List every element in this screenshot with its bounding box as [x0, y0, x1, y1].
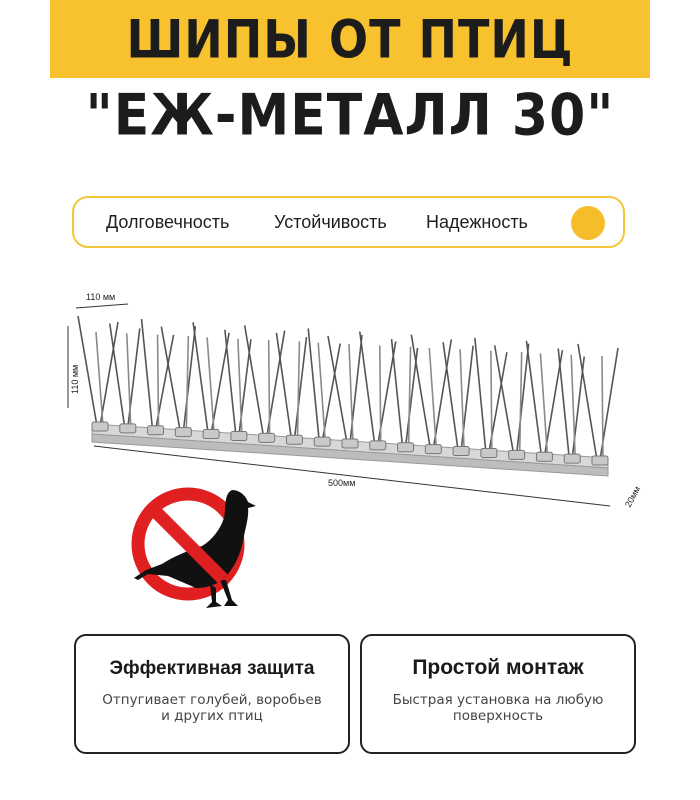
product-name: "ЕЖ-МЕТАЛЛ 30" [85, 83, 615, 149]
spike-clamp [231, 431, 247, 440]
spike [475, 338, 486, 453]
spike [491, 351, 492, 453]
spike-clamp [259, 433, 275, 442]
card-effective-protection [74, 634, 350, 754]
spike [245, 325, 264, 437]
spike-clamp [509, 450, 525, 459]
spike-clamp [536, 452, 552, 461]
spike [443, 342, 458, 450]
prohibition-sign [128, 484, 268, 612]
spike [380, 345, 381, 445]
spike [411, 335, 430, 449]
spike-clamp [175, 428, 191, 437]
spike [360, 332, 375, 445]
spike [517, 344, 529, 455]
spike-clamp [286, 435, 302, 444]
spike [409, 347, 411, 447]
dimension-width-label: 20мм [622, 484, 643, 509]
dimension-top-label: 110 мм [86, 292, 116, 302]
spike [186, 336, 188, 432]
card-text-line: Отпугивает голубей, воробьев [102, 692, 322, 708]
spike [96, 332, 103, 426]
spike-clamp [370, 441, 386, 450]
card-easy-install [360, 634, 636, 754]
spike [429, 348, 436, 449]
spike [571, 355, 575, 458]
spike-clamp [564, 454, 580, 463]
spike-clamp [425, 445, 441, 454]
spike-clamp [314, 437, 330, 446]
spike [207, 337, 214, 433]
spike-clamp [398, 443, 414, 452]
spike [602, 356, 603, 460]
feature-reliability: Надежность [426, 212, 528, 232]
banner-title: ШИПЫ ОТ ПТИЦ [126, 7, 574, 71]
feature-stability: Устойчивость [274, 212, 387, 232]
spike [308, 328, 319, 441]
spike-strip-illustration [60, 286, 650, 516]
title-banner [50, 0, 650, 78]
dimension-length-label: 500мм [328, 478, 356, 488]
dimension-line-top [76, 304, 128, 308]
spike [318, 343, 325, 441]
spike [276, 333, 291, 439]
spike-clamp [342, 439, 358, 448]
spike [78, 316, 97, 426]
card-title: Простой монтаж [412, 656, 584, 679]
card-text-line: Быстрая установка на любую [392, 692, 604, 708]
spike [238, 339, 242, 436]
feature-durability: Долговечность [106, 212, 230, 232]
spike [392, 339, 403, 447]
spike [183, 326, 195, 431]
card-text-line: поверхность [452, 708, 544, 724]
spike [526, 341, 541, 456]
spike [297, 341, 299, 439]
spike [433, 339, 451, 448]
dimension-height-label: 110 мм [70, 364, 80, 394]
spike-clamp [203, 430, 219, 439]
spike-clamp [592, 456, 608, 465]
spike [558, 348, 569, 458]
spike [328, 336, 347, 443]
spike [540, 353, 547, 456]
card-text [372, 692, 624, 724]
spike [100, 322, 118, 426]
spike-clamp [120, 424, 136, 433]
spike-clamp [92, 422, 108, 431]
spike [161, 327, 180, 432]
spike [193, 322, 208, 433]
spike [158, 335, 159, 430]
spike [520, 352, 522, 454]
card-text [86, 692, 338, 724]
spike [578, 344, 597, 460]
spike-clamp [148, 426, 164, 435]
yellow-dot-icon [571, 206, 605, 240]
spike [269, 340, 270, 437]
spike [225, 330, 236, 436]
spike [495, 345, 514, 454]
features-pill [72, 196, 625, 248]
spike [110, 324, 125, 428]
card-text-line: и других птиц [161, 708, 263, 724]
card-title: Эффективная защита [109, 658, 315, 679]
no-bird-icon [128, 484, 268, 612]
product-image [60, 286, 650, 516]
spike [294, 337, 306, 439]
spike-clamp [453, 447, 469, 456]
spike [142, 319, 153, 430]
spike-clamp [481, 448, 497, 457]
